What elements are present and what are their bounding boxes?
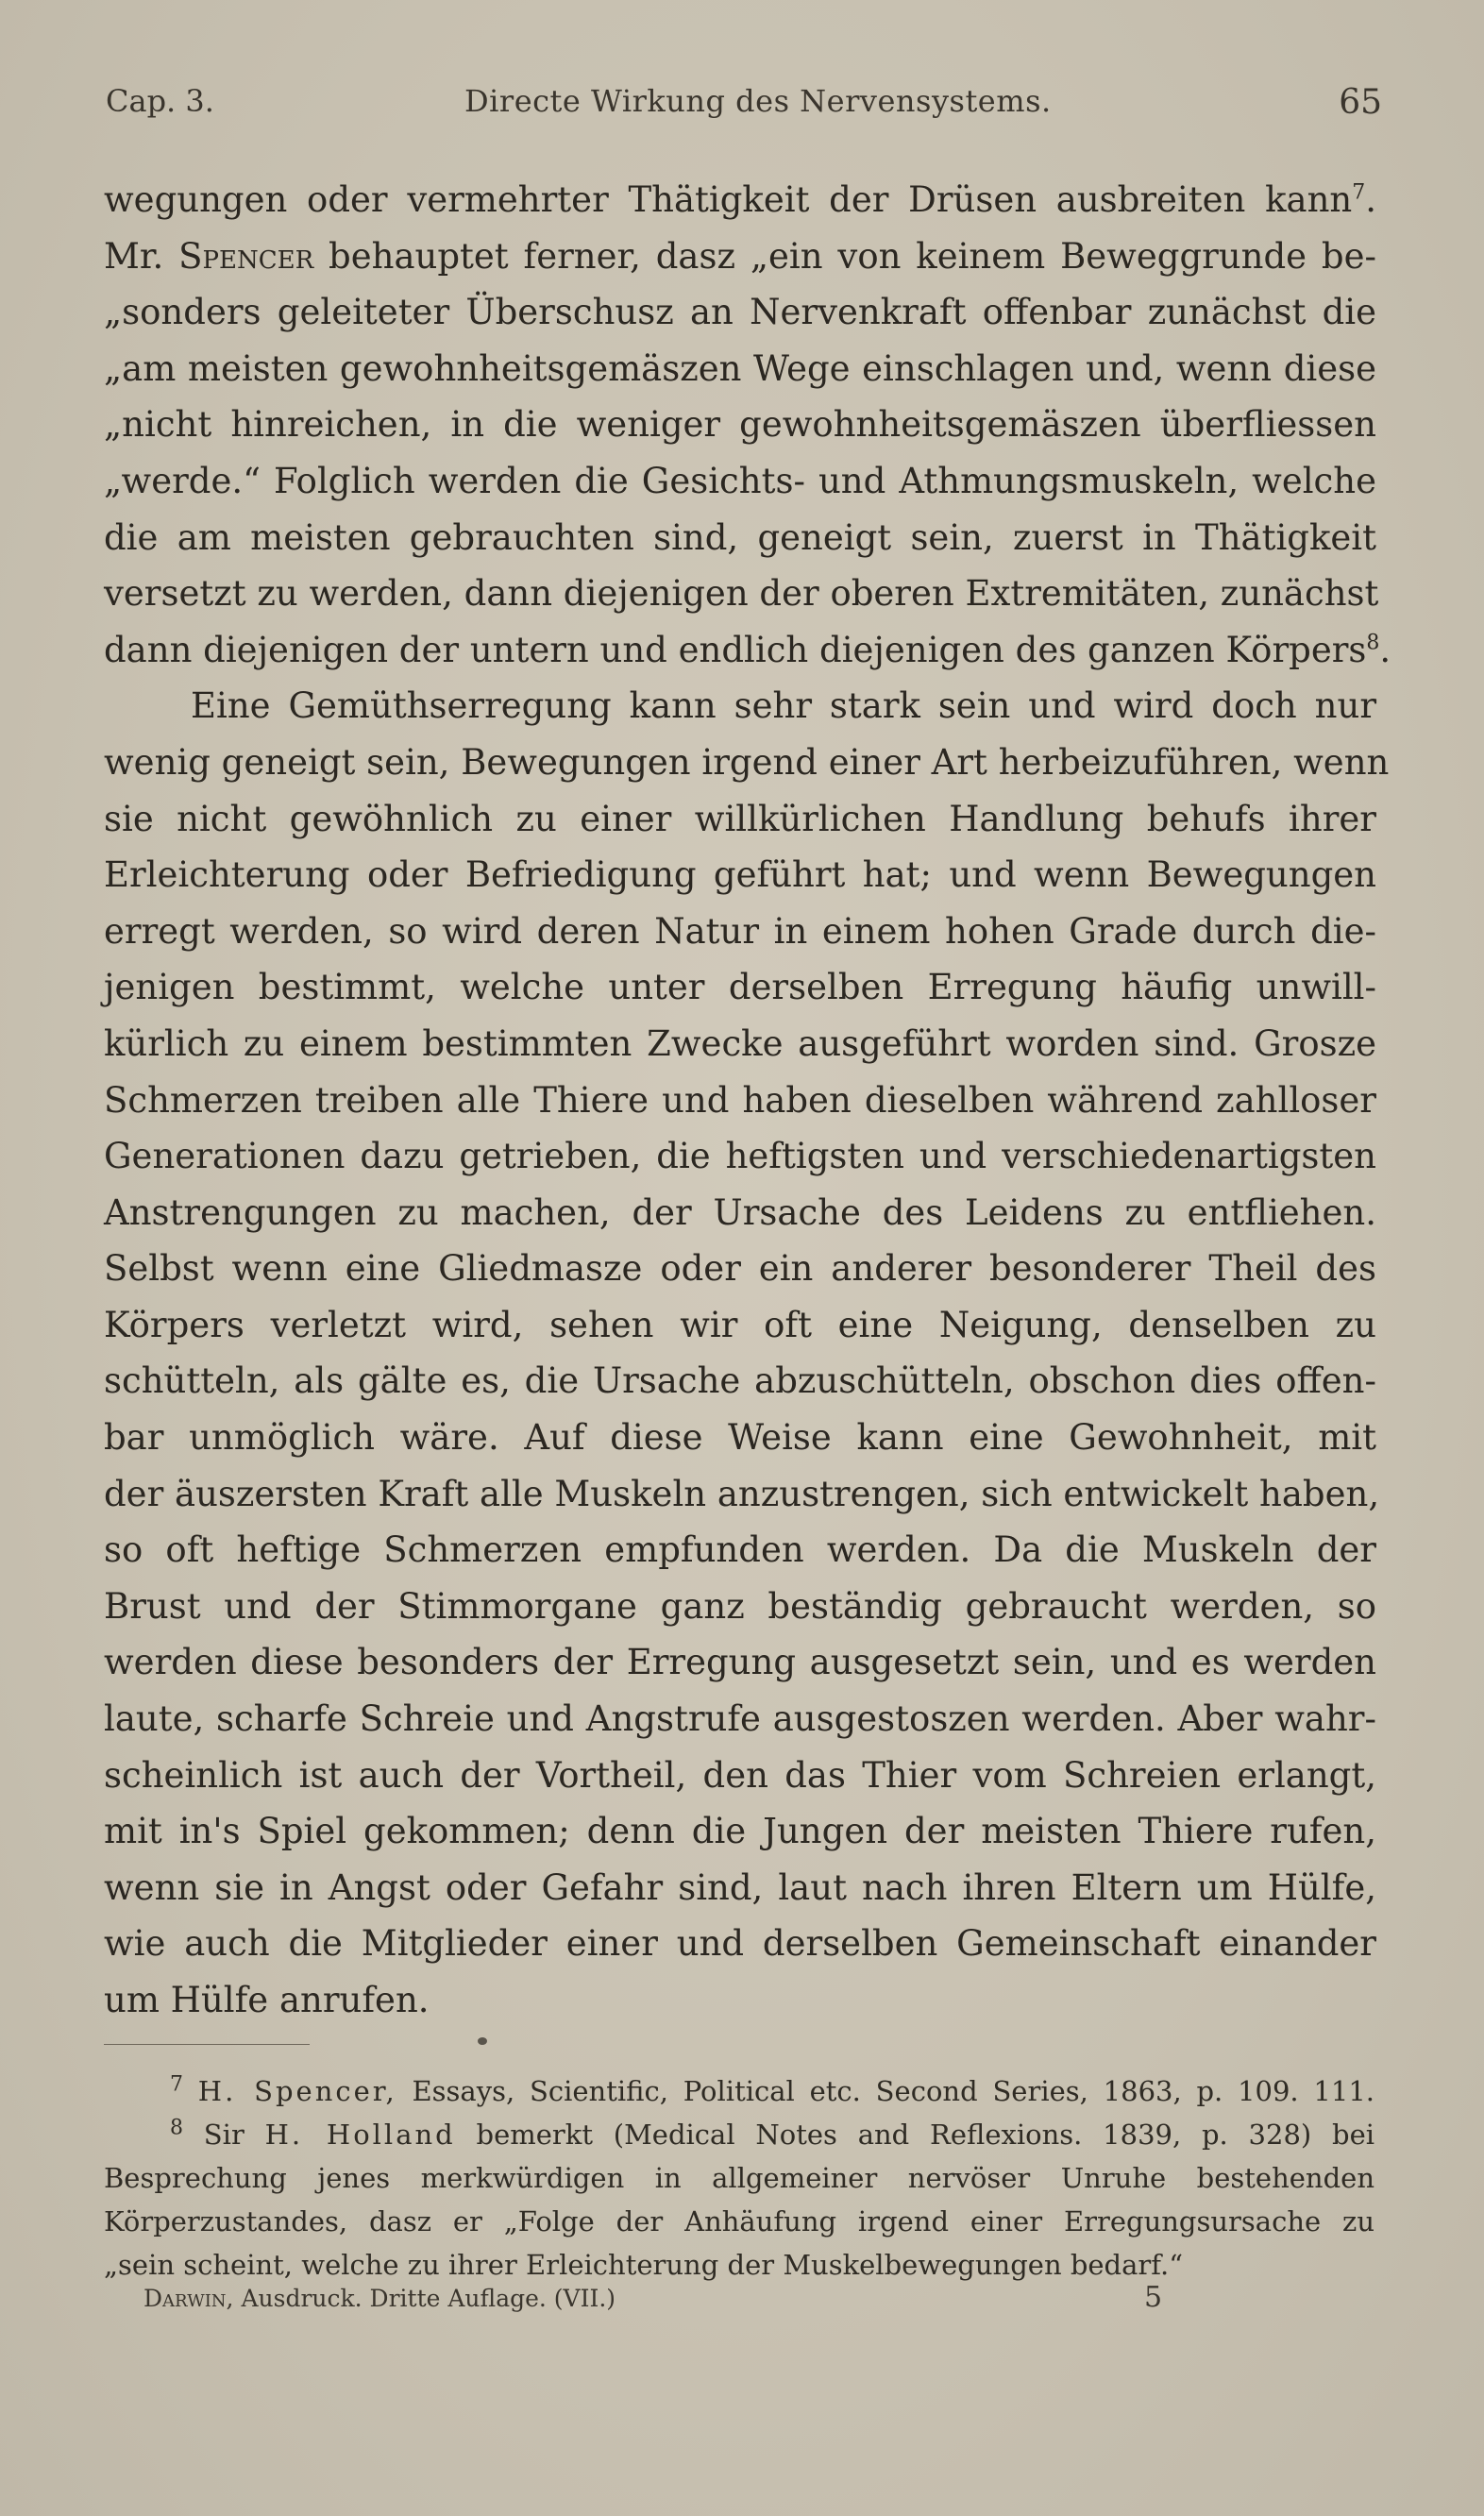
text-line: Mr. Spencer behauptet ferner, dasz „ein von keinem Beweggrunde be- [104, 235, 1376, 277]
footnote-line: „sein scheint, welche zu ihrer Erleichterung der Muskelbewegungen bedarf.“ [104, 2249, 1184, 2281]
text-line: Schmerzen treiben alle Thiere und haben dieselben während zahlloser [104, 1079, 1376, 1121]
text-line: sie nicht gewöhnlich zu einer willkürlichen Handlung behufs ihrer [104, 798, 1376, 839]
footnote-divider [104, 2044, 310, 2045]
text-line: bar unmöglich wäre. Auf diese Weise kann eine Gewohnheit, mit [104, 1417, 1376, 1459]
footnote-ref-8: 8 [1366, 631, 1380, 655]
running-title: Directe Wirkung des Nervensystems. [464, 83, 1052, 119]
text-line: wie auch die Mitglieder einer und derselben Gemeinschaft einander [104, 1923, 1376, 1965]
paragraph-end: um Hülfe anrufen. [104, 1980, 430, 2020]
text-line: Selbst wenn eine Gliedmasze oder ein anderer besonderer Theil des [104, 1248, 1376, 1290]
text-line: so oft heftige Schmerzen empfunden werden. Da die Muskeln der [104, 1529, 1376, 1571]
sheet-number: 5 [1144, 2281, 1163, 2314]
text-line: kürlich zu einem bestimmten Zwecke ausgeführt worden sind. Grosze [104, 1022, 1376, 1064]
footnote-mark-7: 7 [170, 2072, 183, 2097]
text-line: „werde.“ Folglich werden die Gesichts- und Athmungsmuskeln, welche [104, 460, 1376, 501]
text-line: werden diese besonders der Erregung ausgesetzt sein, und es werden [104, 1642, 1376, 1683]
text-line: Generationen dazu getrieben, die heftigsten und verschiedenartigsten [104, 1136, 1376, 1177]
main-text [104, 172, 1391, 2029]
footnote-mark-8: 8 [170, 2116, 183, 2140]
paragraph-start: Eine Gemüthserregung kann sehr stark sein und wird doch nur [191, 685, 1376, 727]
ink-speck [478, 2037, 487, 2045]
footnote-author: H. Spencer, [197, 2075, 397, 2107]
text-line: scheinlich ist auch der Vortheil, den das Thier vom Schreien erlangt, [104, 1754, 1376, 1796]
text-line: wegungen oder vermehrter Thätigkeit der Drüsen ausbreiten kann$^7$. [104, 179, 1376, 220]
chapter-label: Cap. 3. [106, 83, 214, 119]
text-line: „sonders geleiteter Überschusz an Nervenkraft offenbar zunächst die [104, 292, 1376, 333]
author-name-spencer: Spencer [178, 235, 314, 277]
text-line: wenn sie in Angst oder Gefahr sind, laut nach ihren Eltern um Hülfe, [104, 1866, 1376, 1908]
text-line: die am meisten gebrauchten sind, geneigt sein, zuerst in Thätigkeit [104, 516, 1376, 558]
text-line: jenigen bestimmt, welche unter derselben Erregung häufig unwill- [104, 967, 1376, 1008]
footnote-author: H. Holland [264, 2119, 456, 2151]
footnote-line: Körperzustandes, dasz er „Folge der Anhäufung irgend einer Erregungsursache zu [104, 2205, 1374, 2237]
signature-author: Darwin, [143, 2285, 234, 2312]
text-line: Brust und der Stimmorgane ganz beständig gebraucht werden, so [104, 1585, 1376, 1627]
footnote-7: $^7$ H. Spencer, Essays, Scientific, Political etc. Second Series, 1863, p. 109. 111. [170, 2072, 1374, 2107]
text-line: „am meisten gewohnheitsgemäszen Wege einschlagen und, wenn diese [104, 347, 1376, 389]
text-line: erregt werden, so wird deren Natur in einem hohen Grade durch die- [104, 910, 1376, 952]
text-line: dann diejenigen der untern und endlich diejenigen des ganzen Körpers$^8$. [104, 629, 1391, 670]
text-line: Anstrengungen zu machen, der Ursache des Leidens zu entfliehen. [104, 1191, 1376, 1233]
page-number: 65 [1339, 83, 1382, 122]
text-line: „nicht hinreichen, in die weniger gewohnheitsgemäszen überfliessen [104, 404, 1376, 446]
text-line: mit in's Spiel gekommen; denn die Jungen der meisten Thiere rufen, [104, 1811, 1376, 1852]
text-line: Körpers verletzt wird, sehen wir oft eine Neigung, denselben zu [104, 1304, 1376, 1345]
text-line: versetzt zu werden, dann diejenigen der oberen Extremitäten, zunächst [104, 573, 1379, 615]
footnote-8: $^8$ Sir H. Holland bemerkt (Medical Notes and Reflexions. 1839, p. 328) bei [170, 2116, 1375, 2151]
footnote-line: Besprechung jenes merkwürdigen in allgemeiner nervöser Unruhe bestehenden [104, 2162, 1374, 2194]
running-header [106, 83, 1382, 130]
text-line: laute, scharfe Schreie und Angstrufe ausgestoszen werden. Aber wahr- [104, 1698, 1376, 1740]
footnotes [104, 2069, 1374, 2287]
text-line: wenig geneigt sein, Bewegungen irgend einer Art herbeizuführen, wenn [104, 741, 1390, 783]
signature-title: Ausdruck. Dritte Auflage. (VII.) [241, 2285, 616, 2312]
footnote-ref-7: 7 [1352, 180, 1366, 205]
text-line: der äuszersten Kraft alle Muskeln anzustrengen, sich entwickelt haben, [104, 1473, 1380, 1514]
text-line: schütteln, als gälte es, die Ursache abzuschütteln, obschon dies offen- [104, 1360, 1376, 1402]
text-line: Erleichterung oder Befriedigung geführt hat; und wenn Bewegungen [104, 854, 1376, 896]
